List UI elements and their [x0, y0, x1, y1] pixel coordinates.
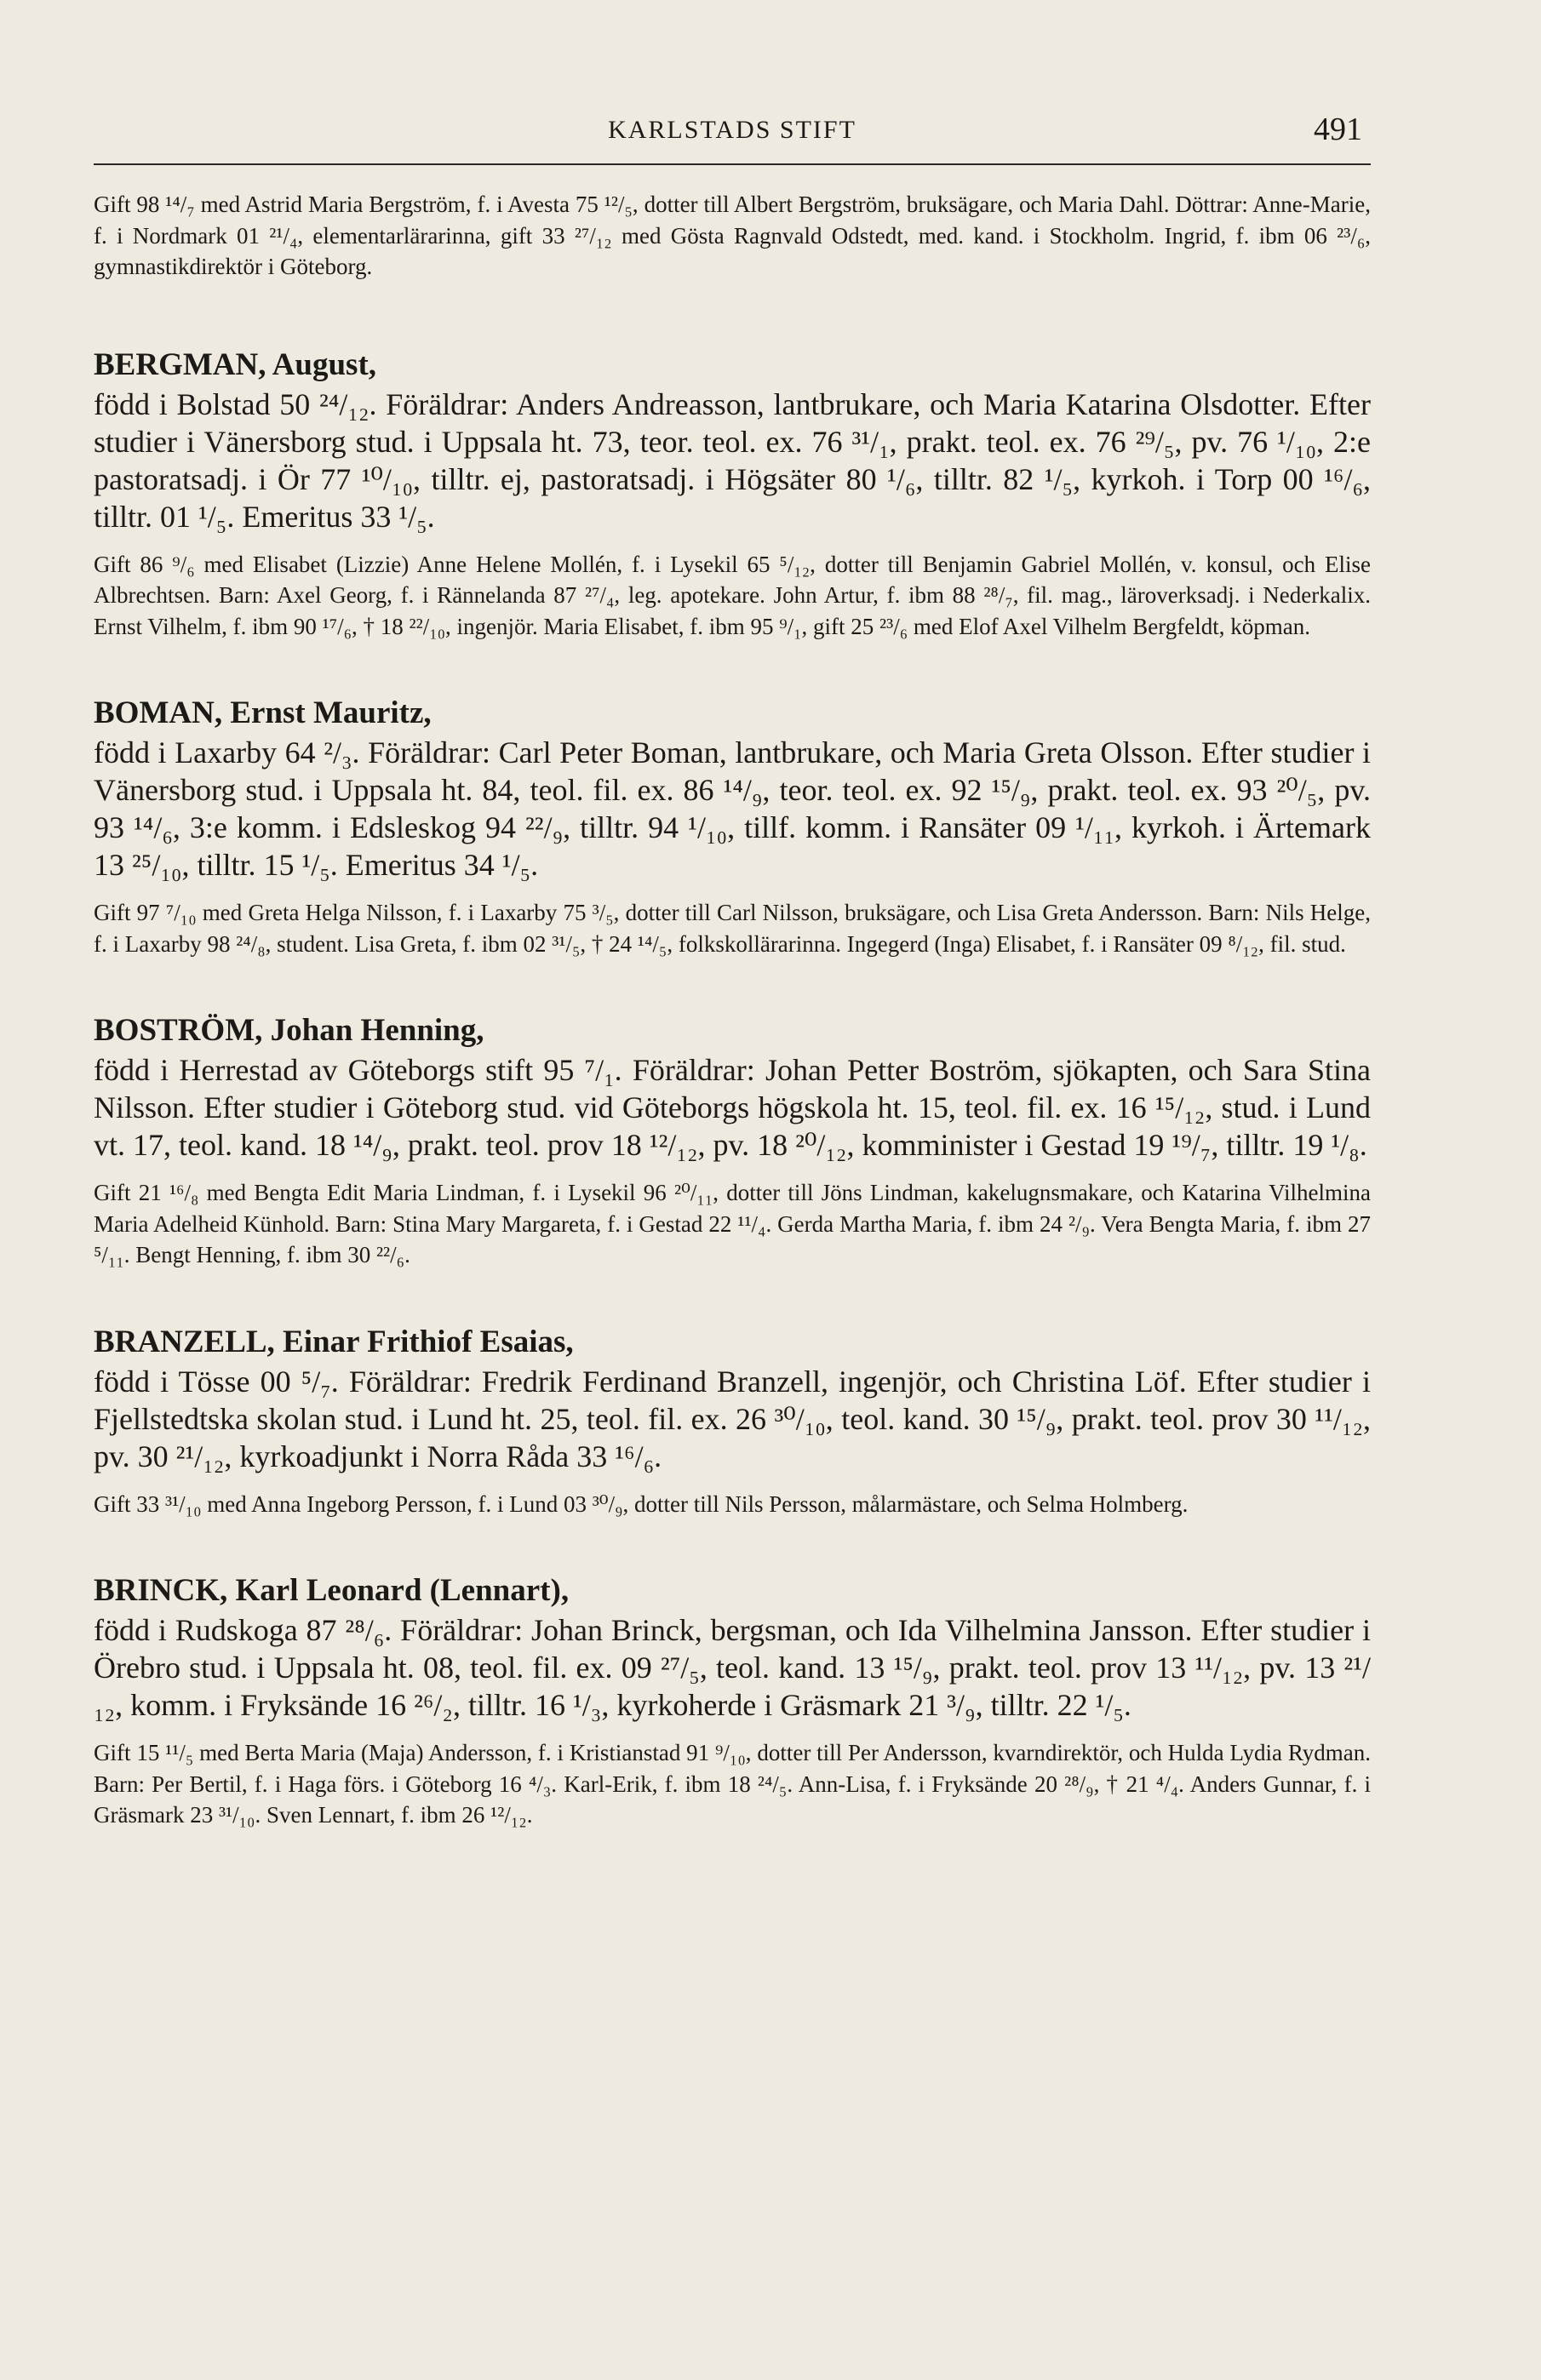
entry-marriage: Gift 33 ³¹/₁₀ med Anna Ingeborg Persson, f. i Lund 03 ³⁰/₉, dotter till Nils Persson, målarmästare, och Selma Holmberg. — [94, 1490, 1189, 1517]
page-body — [94, 189, 1371, 1884]
entry-biography: född i Bolstad 50 ²⁴/₁₂. Föräldrar: Anders Andreasson, lantbrukare, och Maria Katarina Olsdotter. Efter studier i Vänersborg stud. i Uppsala ht. 73, teor. teol. ex. 76 ³¹/₁, prakt. teol. ex. 76 ²⁹/₅, pv. 76 ¹/₁₀, 2:e pastoratsadj. i Ör 77 ¹⁰/₁₀, tilltr. ej, pastoratsadj. i Högsäter 80 ¹/₆, tilltr. 82 ¹/₅, kyrkoh. i Torp 00 ¹⁶/₆, tilltr. 01 ¹/₅. Emeritus 33 ¹/₅. — [94, 386, 1371, 534]
entry-biography: född i Laxarby 64 ²/₃. Föräldrar: Carl Peter Boman, lantbrukare, och Maria Greta Olsson. Efter studier i Vänersborg stud. i Uppsala ht. 84, teol. fil. ex. 86 ¹⁴/₉, teor. teol. ex. 92 ¹⁵/₉, prakt. teol. ex. 93 ²⁰/₅, pv. 93 ¹⁴/₆, 3:e komm. i Edsleskog 94 ²²/₉, tilltr. 94 ¹/₁₀, tillf. komm. i Ransäter 09 ¹/₁₁, kyrkoh. i Ärtemark 13 ²⁵/₁₀, tilltr. 15 ¹/₅. Emeritus 34 ¹/₅. — [94, 735, 1371, 882]
entry-name: BOSTRÖM, Johan Henning, — [94, 1013, 484, 1048]
entry-marriage: Gift 86 ⁹/₆ med Elisabet (Lizzie) Anne Helene Mollén, f. i Lysekil 65 ⁵/₁₂, dotter till Benjamin Gabriel Mollén, v. konsul, och Elise Albrechtsen. Barn: Axel Georg, f. i Rännelanda 87 ²⁷/₄, leg. apotekare. John Artur, f. ibm 88 ²⁸/₇, fil. mag., läroverksadj. i Nederkalix. Ernst Vilhelm, f. ibm 90 ¹⁷/₆, † 18 ²²/₁₀, ingenjör. Maria Elisabet, f. ibm 95 ⁹/₁, gift 25 ²³/₆ med Elof Axel Vilhelm Bergfeldt, köpman. — [94, 551, 1371, 639]
entry-name: BOMAN, Ernst Mauritz, — [94, 695, 432, 730]
entry-name: BRANZELL, Einar Frithiof Esaias, — [94, 1324, 574, 1359]
entry-bostrom — [94, 1012, 1371, 1271]
entry-boman — [94, 695, 1371, 959]
page-number: 491 — [1314, 112, 1362, 147]
intro-marriage-paragraph: Gift 98 ¹⁴/₇ med Astrid Maria Bergström, f. i Avesta 75 ¹²/₅, dotter till Albert Bergström, bruksägare, och Maria Dahl. Döttrar: Anne-Marie, f. i Nordmark 01 ²¹/₄, elementarlärarinna, gift 33 ²⁷/₁₂ med Gösta Ragnvald Odstedt, med. kand. i Stockholm. Ingrid, f. ibm 06 ²³/₆, gymnastikdirektör i Göteborg. — [94, 192, 1371, 279]
running-title: KARLSTADS STIFT — [608, 116, 856, 144]
entry-name: BERGMAN, August, — [94, 346, 377, 382]
entry-marriage: Gift 97 ⁷/₁₀ med Greta Helga Nilsson, f. i Laxarby 75 ³/₅, dotter till Carl Nilsson, bruksägare, och Lisa Greta Andersson. Barn: Nils Helge, f. i Laxarby 98 ²⁴/₈, student. Lisa Greta, f. ibm 02 ³¹/₅, † 24 ¹⁴/₅, folkskollärarinna. Ingegerd (Inga) Elisabet, f. i Ransäter 09 ⁸/₁₂, fil. stud. — [94, 900, 1371, 957]
page-header — [94, 111, 1371, 165]
entry-marriage: Gift 21 ¹⁶/₈ med Bengta Edit Maria Lindman, f. i Lysekil 96 ²⁰/₁₁, dotter till Jöns Lindman, kakelugnsmakare, och Katarina Vilhelmina Maria Adelheid Künhold. Barn: Stina Mary Margareta, f. i Gestad 22 ¹¹/₄. Gerda Martha Maria, f. ibm 24 ²/₉. Vera Bengta Maria, f. ibm 27 ⁵/₁₁. Bengt Henning, f. ibm 30 ²²/₆. — [94, 1180, 1371, 1267]
entry-branzell — [94, 1324, 1371, 1520]
entry-brinck — [94, 1572, 1371, 1831]
entry-name: BRINCK, Karl Leonard (Lennart), — [94, 1573, 570, 1608]
entry-bergman — [94, 346, 1371, 643]
entry-biography: född i Tösse 00 ⁵/₇. Föräldrar: Fredrik Ferdinand Branzell, ingenjör, och Christina Löf. Efter studier i Fjellstedtska skolan stud. i Lund ht. 25, teol. fil. ex. 26 ³⁰/₁₀, teol. kand. 30 ¹⁵/₉, prakt. teol. prov 30 ¹¹/₁₂, pv. 30 ²¹/₁₂, kyrkoadjunkt i Norra Råda 33 ¹⁶/₆. — [94, 1364, 1371, 1473]
entry-biography: född i Herrestad av Göteborgs stift 95 ⁷/₁. Föräldrar: Johan Petter Boström, sjökapten, och Sara Stina Nilsson. Efter studier i Göteborg stud. vid Göteborgs högskola ht. 15, teol. fil. ex. 16 ¹⁵/₁₂, stud. i Lund vt. 17, teol. kand. 18 ¹⁴/₉, prakt. teol. prov 18 ¹²/₁₂, pv. 18 ²⁰/₁₂, komminister i Gestad 19 ¹⁹/₇, tilltr. 19 ¹/₈. — [94, 1053, 1371, 1162]
entry-marriage: Gift 15 ¹¹/₅ med Berta Maria (Maja) Andersson, f. i Kristianstad 91 ⁹/₁₀, dotter till Per Andersson, kvarndirektör, och Hulda Lydia Rydman. Barn: Per Bertil, f. i Haga förs. i Göteborg 16 ⁴/₃. Karl-Erik, f. ibm 18 ²⁴/₅. Ann-Lisa, f. i Fryksände 20 ²⁸/₉, † 21 ⁴/₄. Anders Gunnar, f. i Gräsmark 23 ³¹/₁₀. Sven Lennart, f. ibm 26 ¹²/₁₂. — [94, 1740, 1371, 1828]
entry-biography: född i Rudskoga 87 ²⁸/₆. Föräldrar: Johan Brinck, bergsman, och Ida Vilhelmina Jansson. Efter studier i Örebro stud. i Uppsala ht. 08, teol. fil. ex. 09 ²⁷/₅, teol. kand. 13 ¹⁵/₉, prakt. teol. prov 13 ¹¹/₁₂, pv. 13 ²¹/₁₂, komm. i Fryksände 16 ²⁶/₂, tilltr. 16 ¹/₃, kyrkoherde i Gräsmark 21 ³/₉, tilltr. 22 ¹/₅. — [94, 1613, 1371, 1722]
